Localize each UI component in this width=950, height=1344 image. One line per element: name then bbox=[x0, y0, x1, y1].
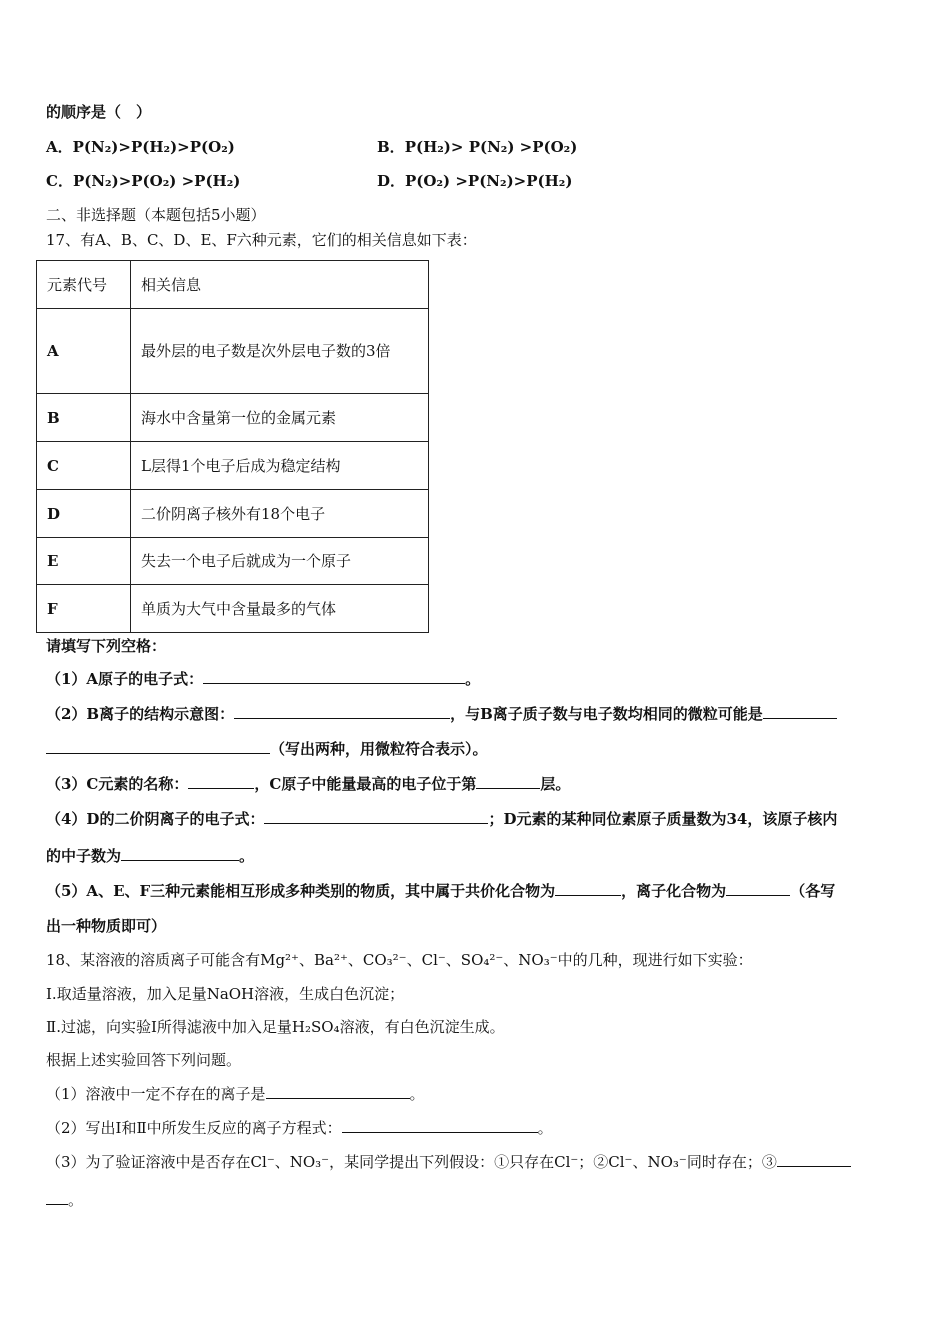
answer-blank[interactable] bbox=[264, 809, 488, 824]
element-code: E bbox=[37, 538, 131, 585]
answer-blank[interactable] bbox=[777, 1152, 851, 1167]
q16-option-b bbox=[377, 137, 577, 157]
table-row bbox=[37, 538, 429, 585]
q18-part3 bbox=[46, 1152, 851, 1172]
table-header-row bbox=[37, 261, 429, 309]
option-label: C． bbox=[46, 172, 73, 190]
q17-part1 bbox=[46, 669, 480, 689]
option-text: P(O₂) >P(N₂)>P(H₂) bbox=[405, 172, 573, 190]
q18-prompt: 根据上述实验回答下列问题。 bbox=[46, 1051, 242, 1069]
answer-blank[interactable] bbox=[342, 1118, 538, 1133]
table-row bbox=[37, 585, 429, 633]
part-text: （1）溶液中一定不存在的离子是 bbox=[46, 1085, 266, 1103]
part-text: 层。 bbox=[540, 775, 571, 793]
part-text: （写出两种，用微粒符合表示）。 bbox=[270, 740, 488, 758]
q18-experiment-1: Ⅰ.取适量溶液，加入足量NaOH溶液，生成白色沉淀； bbox=[46, 985, 405, 1003]
element-code: B bbox=[37, 394, 131, 442]
answer-blank[interactable] bbox=[46, 1190, 68, 1205]
q16-option-d bbox=[377, 171, 572, 191]
q18-experiment-2: Ⅱ.过滤，向实验Ⅰ所得滤液中加入足量H₂SO₄溶液，有白色沉淀生成。 bbox=[46, 1018, 505, 1036]
part-text: （1）A原子的电子式： bbox=[46, 670, 204, 688]
answer-blank[interactable] bbox=[234, 704, 450, 719]
part-text: 。 bbox=[68, 1191, 84, 1209]
table-row bbox=[37, 309, 429, 394]
part-text: ，C原子中能量最高的电子位于第 bbox=[254, 775, 477, 793]
element-info: 海水中含量第一位的金属元素 bbox=[131, 394, 429, 442]
option-label: A． bbox=[46, 138, 73, 156]
element-info: 最外层的电子数是次外层电子数的3倍 bbox=[131, 309, 429, 394]
answer-blank[interactable] bbox=[726, 881, 790, 896]
element-code: C bbox=[37, 442, 131, 490]
section-title: 二、非选择题（本题包括5小题） bbox=[46, 206, 266, 224]
part-text: （3）为了验证溶液中是否存在Cl⁻、NO₃⁻，某同学提出下列假设：①只存在Cl⁻；②Cl⁻、NO₃⁻同时存在；③ bbox=[46, 1153, 777, 1171]
part-text: ；D元素的某种同位素原子质量数为34，该原子核内 bbox=[488, 810, 838, 828]
option-label: B． bbox=[377, 138, 405, 156]
answer-blank[interactable] bbox=[555, 881, 621, 896]
answer-blank[interactable] bbox=[121, 846, 239, 861]
q17-part4-cont bbox=[46, 846, 254, 866]
q17-part5 bbox=[46, 881, 835, 901]
q16-option-a bbox=[46, 137, 235, 157]
q17-stem: 17、有A、B、C、D、E、F六种元素，它们的相关信息如下表： bbox=[46, 231, 477, 249]
answer-blank[interactable] bbox=[476, 774, 540, 789]
element-code: A bbox=[37, 309, 131, 394]
part-text: 。 bbox=[537, 1119, 553, 1137]
header-info: 相关信息 bbox=[131, 261, 429, 309]
table-row bbox=[37, 442, 429, 490]
q18-stem: 18、某溶液的溶质离子可能含有Mg²⁺、Ba²⁺、CO₃²⁻、Cl⁻、SO₄²⁻、NO₃⁻中的几种，现进行如下实验： bbox=[46, 951, 753, 969]
answer-blank[interactable] bbox=[266, 1084, 410, 1099]
answer-blank[interactable] bbox=[46, 739, 270, 754]
element-info: L层得1个电子后成为稳定结构 bbox=[131, 442, 429, 490]
q18-part3-cont bbox=[46, 1190, 83, 1210]
part-text: （5）A、E、F三种元素能相互形成多种类别的物质，其中属于共价化合物为 bbox=[46, 882, 556, 900]
element-info: 二价阴离子核外有18个电子 bbox=[131, 490, 429, 538]
part-text: （3）C元素的名称： bbox=[46, 775, 189, 793]
q17-part2 bbox=[46, 704, 837, 724]
element-info-table bbox=[36, 260, 429, 633]
part-text: 的中子数为 bbox=[46, 847, 122, 865]
part-text: （2）写出Ⅰ和Ⅱ中所发生反应的离子方程式： bbox=[46, 1119, 342, 1137]
option-label: D． bbox=[377, 172, 406, 190]
option-text: P(N₂)>P(H₂)>P(O₂) bbox=[72, 138, 235, 156]
answer-blank[interactable] bbox=[203, 669, 465, 684]
option-text: P(H₂)> P(N₂) >P(O₂) bbox=[404, 138, 578, 156]
option-text: P(N₂)>P(O₂) >P(H₂) bbox=[72, 172, 241, 190]
answer-blank[interactable] bbox=[188, 774, 254, 789]
q17-part2-cont bbox=[46, 739, 488, 759]
q17-part3 bbox=[46, 774, 570, 794]
part-text: （2）B离子的结构示意图： bbox=[46, 705, 235, 723]
part-text: 。 bbox=[409, 1085, 425, 1103]
element-code: D bbox=[37, 490, 131, 538]
q18-part1 bbox=[46, 1084, 425, 1104]
part-text: 。 bbox=[239, 847, 255, 865]
q18-part2 bbox=[46, 1118, 553, 1138]
q17-part5-cont: 出一种物质即可） bbox=[46, 917, 167, 935]
part-text: （4）D的二价阴离子的电子式： bbox=[46, 810, 265, 828]
element-info: 单质为大气中含量最多的气体 bbox=[131, 585, 429, 633]
part-text: ，离子化合物为 bbox=[621, 882, 727, 900]
part-text: （各写 bbox=[790, 882, 836, 900]
q17-prompt: 请填写下列空格： bbox=[46, 637, 167, 655]
element-info: 失去一个电子后就成为一个原子 bbox=[131, 538, 429, 585]
table-row bbox=[37, 394, 429, 442]
table-row bbox=[37, 490, 429, 538]
answer-blank[interactable] bbox=[763, 704, 837, 719]
q17-part4 bbox=[46, 809, 837, 829]
element-code: F bbox=[37, 585, 131, 633]
header-code: 元素代号 bbox=[37, 261, 131, 309]
q16-option-c bbox=[46, 171, 240, 191]
part-text: ，与B离子质子数与电子数均相同的微粒可能是 bbox=[450, 705, 763, 723]
part-text: 。 bbox=[465, 670, 481, 688]
q16-stem-tail: 的顺序是（ ） bbox=[46, 103, 152, 121]
